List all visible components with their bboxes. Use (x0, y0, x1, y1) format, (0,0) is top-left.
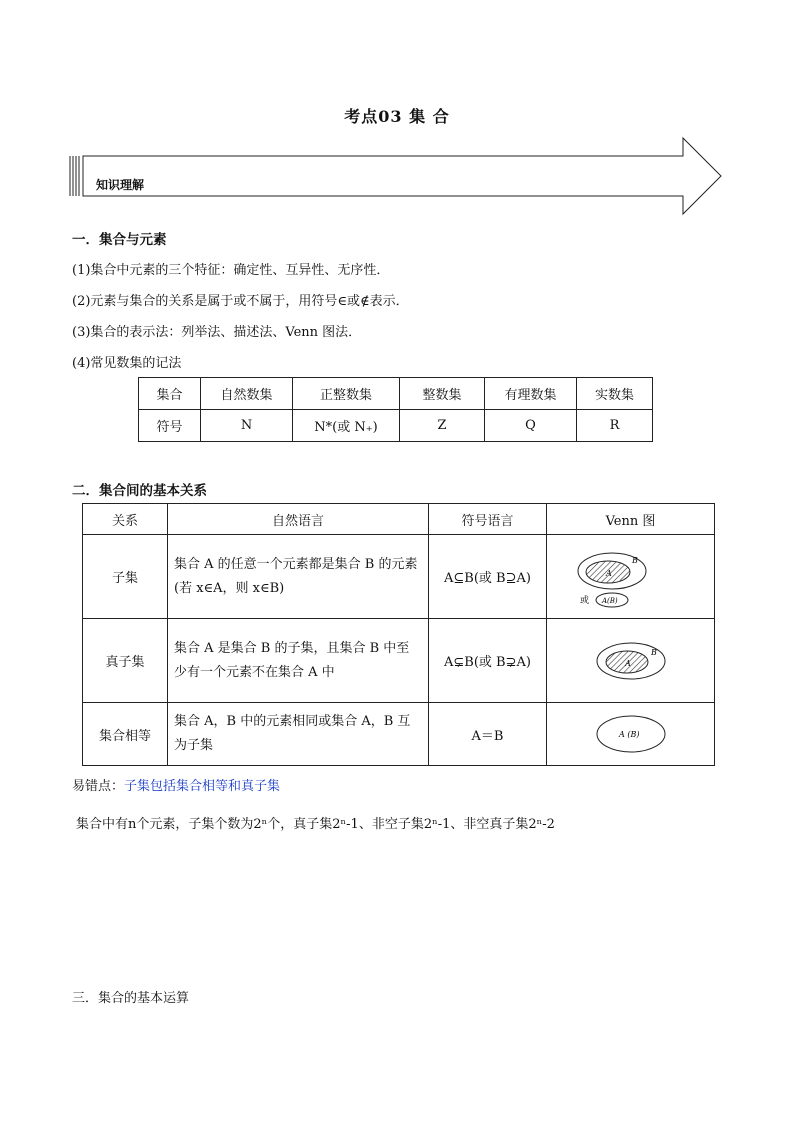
symbol-cell: A⊆B(或 B⊇A) (429, 535, 547, 619)
number-set-table (138, 377, 653, 442)
section-1-line-1: (1)集合中元素的三个特征：确定性、互异性、无序性． (72, 263, 390, 278)
equal-set-label: A (B) (618, 730, 639, 739)
table-row (83, 504, 715, 535)
table-header-cell: 自然数集 (201, 378, 293, 410)
relation-cell: 真子集 (83, 619, 168, 703)
relation-cell: 集合相等 (83, 703, 168, 766)
venn-cell (547, 619, 715, 703)
section-1-line-3: (3)集合的表示法：列举法、描述法、Venn 图法． (72, 325, 362, 340)
error-note-text: 子集包括集合相等和真子集 (124, 779, 281, 794)
banner-label: 知识理解 (96, 178, 145, 192)
venn-cell (547, 703, 715, 766)
symbol-cell: A＝B (429, 703, 547, 766)
table-cell: N (201, 410, 293, 442)
natural-language-cell: 集合 A 是集合 B 的子集，且集合 B 中至少有一个元素不在集合 A 中 (168, 619, 429, 703)
table-cell: N*(或 N₊) (293, 410, 400, 442)
subset-count-formula: 集合中有n个元素，子集个数为2ⁿ个，真子集2ⁿ-1、非空子集2ⁿ-1、非空真子集2ⁿ-2 (76, 817, 555, 832)
table-cell: Q (485, 410, 577, 442)
table-row (139, 378, 653, 410)
subset-venn-diagram (576, 545, 686, 609)
page-title: 考点03 集 合 (344, 107, 450, 126)
set-b-label: B (631, 555, 638, 565)
table-header-cell: 集合 (139, 378, 201, 410)
section-1-line-4: (4)常见数集的记法 (72, 356, 182, 371)
table-row (83, 535, 715, 619)
banner-arrow (68, 136, 724, 218)
section-3-heading: 三．集合的基本运算 (72, 991, 190, 1006)
section-2-heading: 二．集合间的基本关系 (72, 483, 207, 499)
table-header-cell: 符号语言 (429, 504, 547, 535)
table-row (83, 703, 715, 766)
relation-cell: 子集 (83, 535, 168, 619)
symbol-cell: A⊊B(或 B⊋A) (429, 619, 547, 703)
table-header-cell: 实数集 (577, 378, 653, 410)
set-a-label: A (624, 658, 631, 668)
table-header-cell: 自然语言 (168, 504, 429, 535)
natural-language-cell: 集合 A 的任意一个元素都是集合 B 的元素(若 x∈A，则 x∈B) (168, 535, 429, 619)
set-b-label: B (650, 647, 657, 657)
venn-cell (547, 535, 715, 619)
table-row (83, 619, 715, 703)
natural-language-cell: 集合 A，B 中的元素相同或集合 A，B 互为子集 (168, 703, 429, 766)
section-1-line-2: (2)元素与集合的关系是属于或不属于，用符号∈或∉表示． (72, 294, 409, 309)
proper-subset-venn-diagram (591, 637, 671, 685)
section-1-heading: 一．集合与元素 (72, 232, 167, 248)
table-row (139, 410, 653, 442)
table-header-cell: 正整数集 (293, 378, 400, 410)
error-note (72, 775, 280, 794)
set-a-label: A (605, 568, 612, 578)
table-cell: 符号 (139, 410, 201, 442)
set-relation-table (82, 503, 715, 766)
or-label: 或 (579, 595, 589, 606)
table-header-cell: 有理数集 (485, 378, 577, 410)
table-header-cell: 关系 (83, 504, 168, 535)
error-note-prefix: 易错点： (72, 779, 125, 794)
equal-set-label: A(B) (601, 596, 618, 605)
table-header-cell: 整数集 (400, 378, 485, 410)
table-header-cell: Venn 图 (547, 504, 715, 535)
equal-sets-venn-diagram (591, 713, 671, 755)
table-cell: R (577, 410, 653, 442)
table-cell: Z (400, 410, 485, 442)
